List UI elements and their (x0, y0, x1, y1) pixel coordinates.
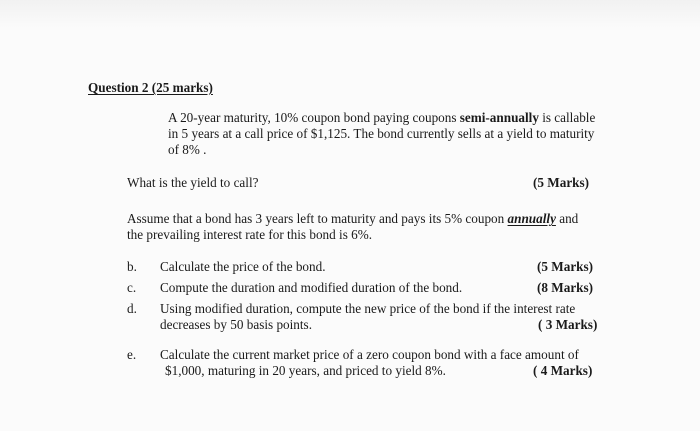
intro-line-3: of 8% . (168, 142, 207, 157)
item-c-text: Compute the duration and modified duration of the bond. (160, 280, 463, 295)
question-heading: Question 2 (25 marks) (88, 80, 213, 95)
item-d-letter: d. (127, 301, 137, 316)
item-e-marks: ( 4 Marks) (533, 363, 593, 378)
item-e-letter: e. (127, 347, 137, 362)
item-c-letter: c. (127, 280, 137, 295)
item-d-text-line-1: Using modified duration, compute the new price of the bond if the interest rate (160, 301, 576, 316)
item-b-letter: b. (127, 259, 137, 274)
annually-emphasis: annually (507, 211, 556, 226)
bond2-line-1-pre: Assume that a bond has 3 years left to maturity and pays its 5% coupon (127, 211, 508, 226)
item-d-marks: ( 3 Marks) (538, 317, 598, 332)
bond2-line-2: the prevailing interest rate for this bond is 6%. (127, 227, 373, 242)
part-a-question: What is the yield to call? (127, 175, 259, 190)
item-b-marks: (5 Marks) (537, 259, 594, 274)
item-c-marks: (8 Marks) (537, 280, 594, 295)
item-e-text-line-2: $1,000, maturing in 20 years, and priced to yield 8%. (165, 363, 446, 378)
item-b-text: Calculate the price of the bond. (160, 259, 326, 274)
bond2-line-1-post: and (555, 211, 579, 226)
intro-line-1 (168, 110, 595, 126)
part-a-marks: (5 Marks) (533, 175, 590, 190)
semi-annually-emphasis: semi-annually (459, 110, 539, 125)
bond2-line-1 (127, 211, 578, 227)
intro-line-1-pre: A 20-year maturity, 10% coupon bond paying coupons (168, 110, 460, 125)
intro-line-1-post: is callable (538, 110, 596, 125)
intro-line-2: in 5 years at a call price of $1,125. The bond currently sells at a yield to maturity (168, 126, 595, 141)
item-d-text-line-2: decreases by 50 basis points. (160, 317, 312, 332)
item-e-text-line-1: Calculate the current market price of a zero coupon bond with a face amount of (160, 347, 579, 362)
